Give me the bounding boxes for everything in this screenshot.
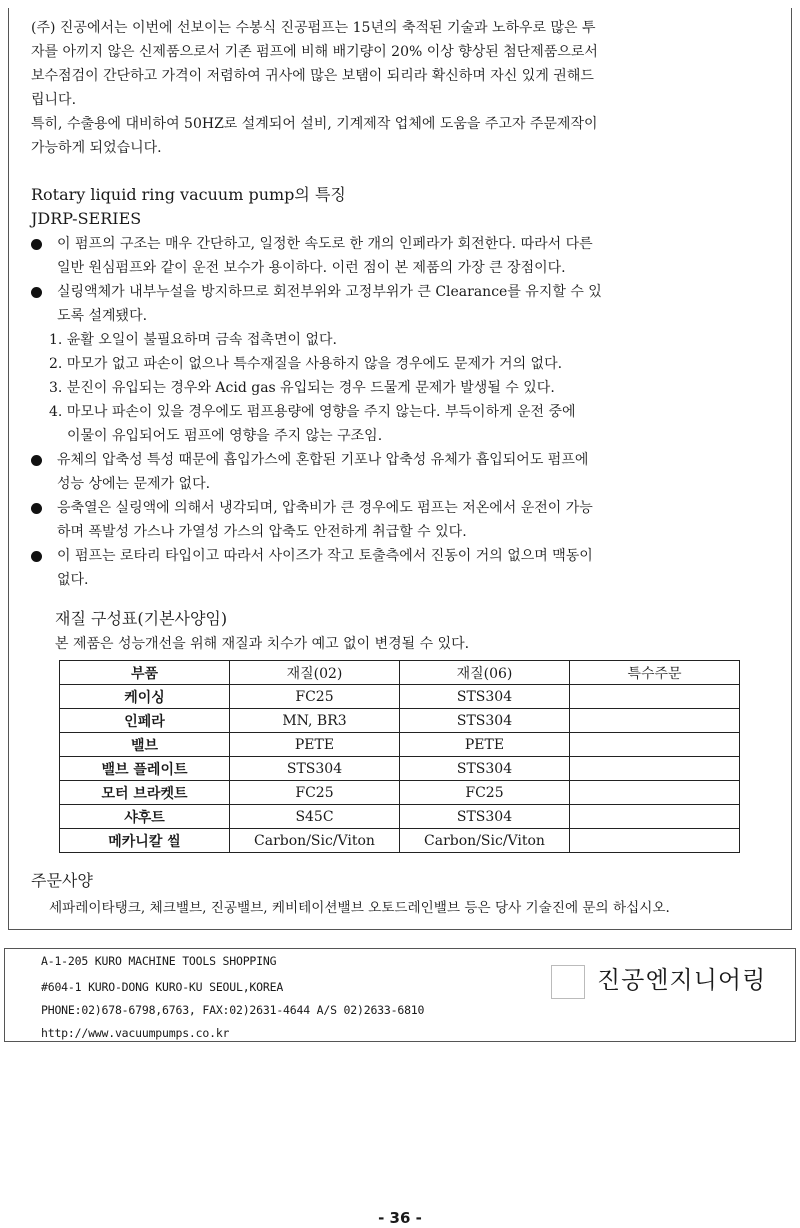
intro-line-2: 자를 아끼지 않은 신제품으로서 기존 펌프에 비해 배기량이 20% 이상 향상된 첨단제품으로서 [31, 44, 598, 60]
bullet-icon [31, 503, 42, 514]
header-material-06: 재질(06) [400, 661, 570, 685]
numbered-item-4-line-2: 이물이 유입되어도 펌프에 영향을 주지 않는 구조임. [67, 428, 383, 444]
cell-material-06: FC25 [400, 781, 570, 805]
bullet-3-line-2: 성능 상에는 문제가 없다. [57, 476, 211, 492]
numbered-item-3: 3. 분진이 유입되는 경우와 Acid gas 유입되는 경우 드물게 문제가 발생될 수 있다. [49, 380, 555, 396]
cell-special-order [570, 733, 740, 757]
bullet-1-line-2: 일반 원심펌프와 같이 운전 보수가 용이하다. 이런 점이 본 제품의 가장 큰 장점이다. [57, 260, 566, 276]
address-line-1: A-1-205 KURO MACHINE TOOLS SHOPPING [41, 954, 277, 968]
table-row [60, 757, 740, 781]
table-header-row [60, 661, 740, 685]
cell-special-order [570, 709, 740, 733]
bullet-2-line-2: 도록 설계됐다. [57, 308, 148, 324]
bullet-icon [31, 455, 42, 466]
website-link[interactable]: http://www.vacuumpumps.co.kr [41, 1026, 230, 1040]
logo-placeholder [551, 965, 585, 999]
cell-material-02: STS304 [230, 757, 400, 781]
cell-part: 모터 브라켓트 [60, 781, 230, 805]
intro-line-3: 보수점검이 간단하고 가격이 저렴하여 귀사에 많은 보탬이 되리라 확신하며 자신 있게 권해드 [31, 68, 594, 84]
bullet-icon [31, 239, 42, 250]
cell-special-order [570, 805, 740, 829]
table-row [60, 733, 740, 757]
header-special-order: 특수주문 [570, 661, 740, 685]
cell-special-order [570, 757, 740, 781]
cell-part: 밸브 플레이트 [60, 757, 230, 781]
page-number: - 36 - [378, 1209, 422, 1227]
intro-line-5: 특히, 수출용에 대비하여 50HZ로 설계되어 설비, 기계제작 업체에 도움을 주고자 주문제작이 [31, 116, 598, 132]
intro-line-4: 립니다. [31, 92, 77, 108]
bullet-5-line-1: 이 펌프는 로타리 타입이고 따라서 사이즈가 작고 토출측에서 진동이 거의 없으며 맥동이 [57, 548, 593, 564]
bullet-icon [31, 287, 42, 298]
header-material-02: 재질(02) [230, 661, 400, 685]
company-name: 진공엔지니어링 [597, 966, 767, 994]
bullet-4-line-2: 하며 폭발성 가스나 가열성 가스의 압축도 안전하게 취급할 수 있다. [57, 524, 467, 540]
bullet-5-line-2: 없다. [57, 572, 89, 588]
cell-part: 케이싱 [60, 685, 230, 709]
numbered-item-1: 1. 윤활 오일이 불필요하며 금속 접촉면이 없다. [49, 332, 337, 348]
materials-table [59, 660, 740, 853]
order-text: 세파레이타탱크, 체크밸브, 진공밸브, 케비테이션밸브 오토드레인밸브 등은 당사 기술진에 문의 하십시오. [49, 900, 670, 916]
bullet-1-line-1: 이 펌프의 구조는 매우 간단하고, 일정한 속도로 한 개의 인페라가 회전한다. 따라서 다른 [57, 236, 593, 252]
cell-material-02: PETE [230, 733, 400, 757]
address-line-2: #604-1 KURO-DONG KURO-KU SEOUL,KOREA [41, 980, 284, 994]
cell-material-06: Carbon/Sic/Viton [400, 829, 570, 853]
intro-line-1: (주) 진공에서는 이번에 선보이는 수봉식 진공펌프는 15년의 축적된 기술과 노하우로 많은 투 [31, 20, 596, 36]
content-box [8, 8, 792, 930]
contact-footer [4, 948, 796, 1042]
cell-part: 메카니칼 씰 [60, 829, 230, 853]
cell-part: 인페라 [60, 709, 230, 733]
features-series: JDRP-SERIES [31, 209, 142, 228]
phone-line: PHONE:02)678-6798,6763, FAX:02)2631-4644 A/S 02)2633-6810 [41, 1003, 425, 1017]
table-row [60, 829, 740, 853]
header-part: 부품 [60, 661, 230, 685]
bullet-4-line-1: 응축열은 실링액에 의해서 냉각되며, 압축비가 큰 경우에도 펌프는 저온에서 운전이 가능 [57, 500, 593, 516]
cell-material-02: MN, BR3 [230, 709, 400, 733]
cell-material-02: FC25 [230, 685, 400, 709]
materials-title: 재질 구성표(기본사양임) [55, 609, 228, 628]
order-title: 주문사양 [31, 871, 93, 890]
materials-note: 본 제품은 성능개선을 위해 재질과 치수가 예고 없이 변경될 수 있다. [55, 636, 470, 652]
cell-part: 샤후트 [60, 805, 230, 829]
table-row [60, 805, 740, 829]
bullet-2-line-1: 실링액체가 내부누설을 방지하므로 회전부위와 고정부위가 큰 Clearance를 유지할 수 있 [57, 284, 602, 300]
intro-line-6: 가능하게 되었습니다. [31, 140, 162, 156]
table-row [60, 781, 740, 805]
table-row [60, 709, 740, 733]
cell-material-02: Carbon/Sic/Viton [230, 829, 400, 853]
cell-special-order [570, 781, 740, 805]
cell-material-06: STS304 [400, 709, 570, 733]
cell-material-06: STS304 [400, 757, 570, 781]
cell-special-order [570, 685, 740, 709]
cell-part: 밸브 [60, 733, 230, 757]
cell-material-02: S45C [230, 805, 400, 829]
bullet-icon [31, 551, 42, 562]
cell-special-order [570, 829, 740, 853]
numbered-item-4-line-1: 4. 마모나 파손이 있을 경우에도 펌프용량에 영향을 주지 않는다. 부득이하게 운전 중에 [49, 404, 576, 420]
bullet-3-line-1: 유체의 압축성 특성 때문에 흡입가스에 혼합된 기포나 압축성 유체가 흡입되어도 펌프에 [57, 452, 589, 468]
cell-material-02: FC25 [230, 781, 400, 805]
features-title: Rotary liquid ring vacuum pump의 특징 [31, 185, 346, 204]
numbered-item-2: 2. 마모가 없고 파손이 없으나 특수재질을 사용하지 않을 경우에도 문제가 거의 없다. [49, 356, 563, 372]
cell-material-06: PETE [400, 733, 570, 757]
cell-material-06: STS304 [400, 685, 570, 709]
table-row [60, 685, 740, 709]
cell-material-06: STS304 [400, 805, 570, 829]
